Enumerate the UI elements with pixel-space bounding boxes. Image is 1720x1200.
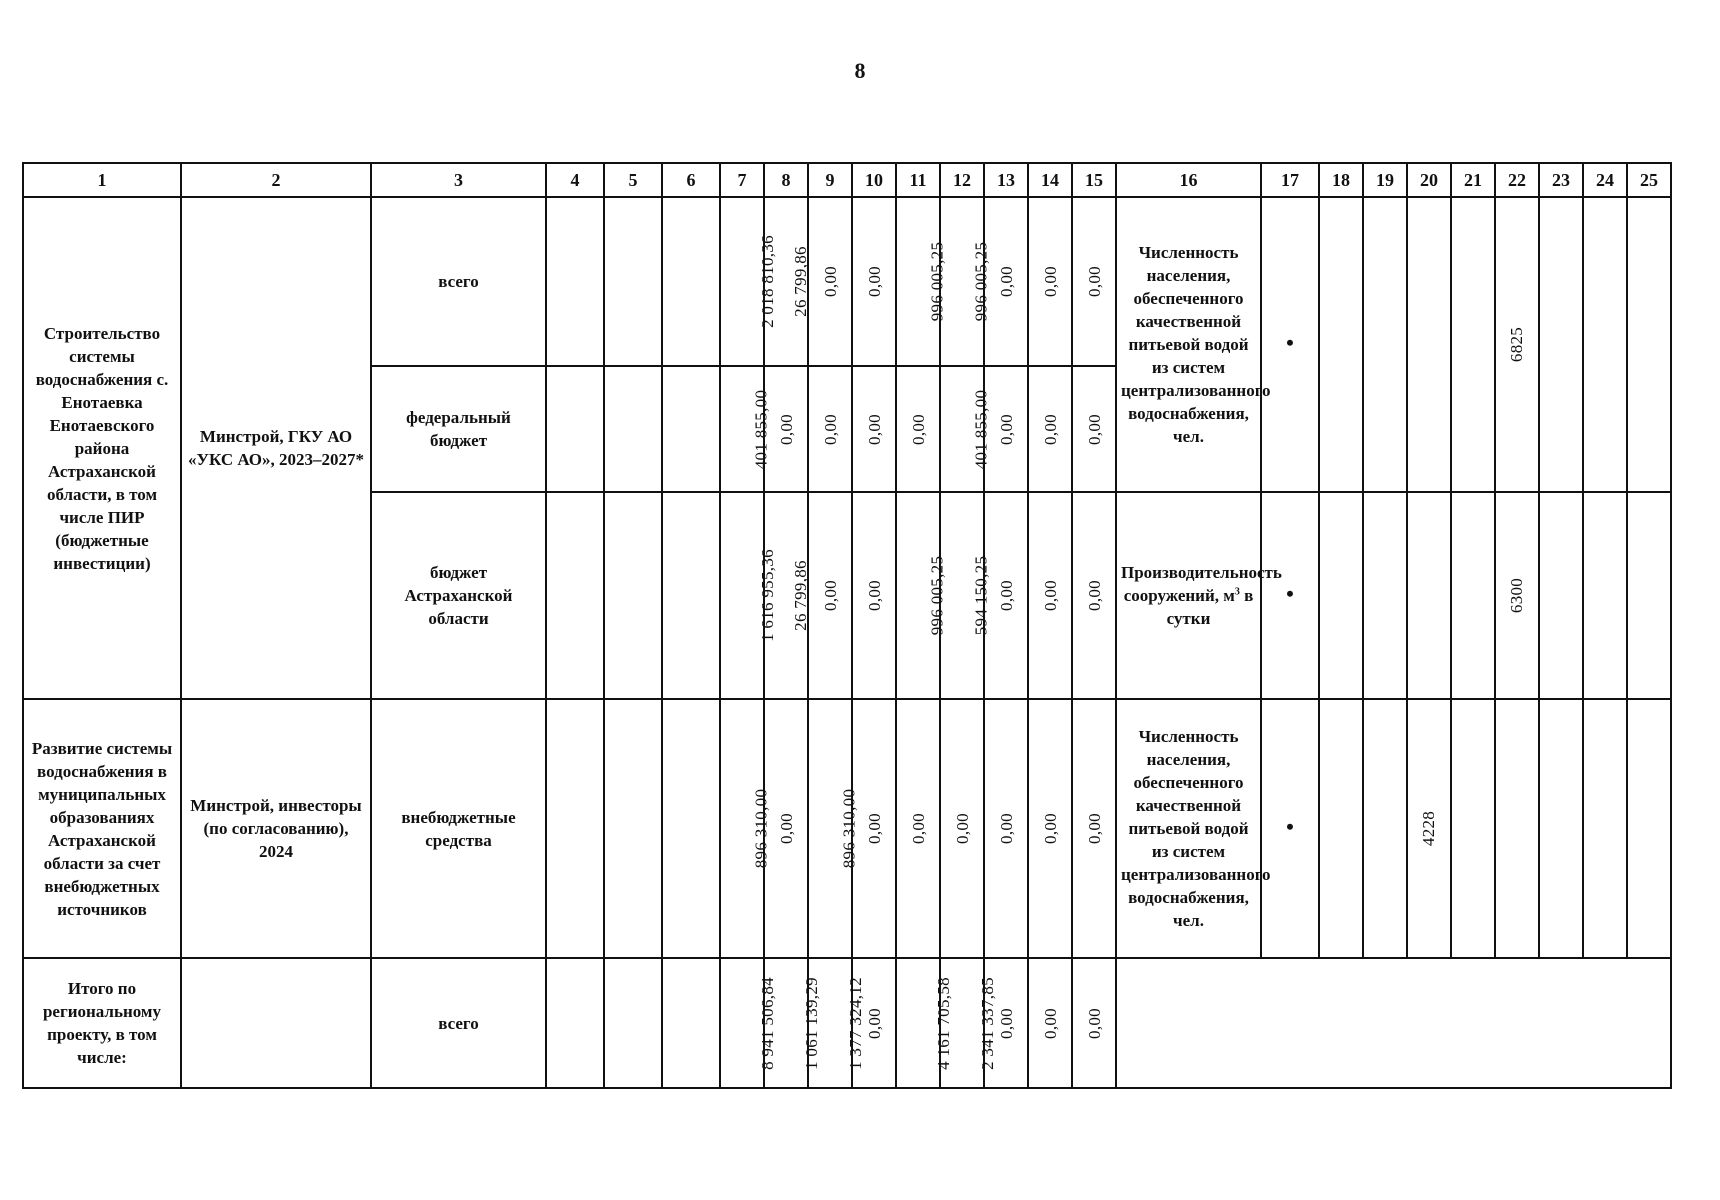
value-cell: 0,00 (1028, 197, 1072, 366)
indicator-superscript: 3 (1234, 586, 1240, 598)
empty-cell (1319, 197, 1363, 492)
empty-cell (1451, 492, 1495, 699)
value-cell: 0,00 (1072, 197, 1116, 366)
col-header: 2 (181, 163, 371, 197)
empty-cell (1627, 197, 1671, 492)
indicator-text-tail: в сутки (1166, 586, 1254, 628)
value-cell: 996 005,25 (940, 197, 984, 366)
value-cell: 0,00 (1028, 366, 1072, 492)
empty-cell (1451, 197, 1495, 492)
value-cell: 8 941 506,84 (720, 958, 764, 1088)
empty-cell (546, 958, 604, 1088)
value-cell: 26 799,86 (764, 492, 808, 699)
indicator-text: Производительность сооружений, м (1121, 563, 1282, 605)
value-cell: 996 005,25 (896, 492, 940, 699)
col-header: 17 (1261, 163, 1319, 197)
empty-cell (662, 699, 720, 958)
value-cell: 0,00 (764, 366, 808, 492)
value-cell: 1 061 139,29 (764, 958, 808, 1088)
empty-cell (181, 958, 371, 1088)
col-header: 15 (1072, 163, 1116, 197)
indicator-value-cell: 4228 (1407, 699, 1451, 958)
col-header: 16 (1116, 163, 1261, 197)
value-cell: 0,00 (852, 366, 896, 492)
empty-cell (1319, 699, 1363, 958)
value-cell: 896 310,00 (808, 699, 852, 958)
marker-cell: • (1261, 197, 1319, 492)
value-cell: 4 161 705,58 (896, 958, 940, 1088)
empty-cell (604, 197, 662, 366)
value-cell: 2 341 337,85 (940, 958, 984, 1088)
value-cell: 0,00 (808, 197, 852, 366)
value-cell: 0,00 (896, 366, 940, 492)
col-header: 24 (1583, 163, 1627, 197)
funding-source-cell: бюджет Астраханской области (371, 492, 546, 699)
col-header: 3 (371, 163, 546, 197)
column-number-header-row (23, 163, 1671, 197)
empty-cell (546, 197, 604, 366)
value-cell: 0,00 (984, 958, 1028, 1088)
indicator-cell: Численность населения, обеспеченного качественной питьевой водой из систем централизованного водоснабжения, чел. (1116, 197, 1261, 492)
value-cell: 1 377 324,12 (808, 958, 852, 1088)
empty-cell (546, 699, 604, 958)
empty-cell (546, 366, 604, 492)
funding-source-cell: федеральный бюджет (371, 366, 546, 492)
empty-cell (1363, 699, 1407, 958)
value-cell: 0,00 (1028, 699, 1072, 958)
empty-cell (1319, 492, 1363, 699)
value-cell: 0,00 (984, 197, 1028, 366)
responsible-cell: Минстрой, инвесторы (по согласованию), 2024 (181, 699, 371, 958)
col-header: 14 (1028, 163, 1072, 197)
empty-cell (662, 958, 720, 1088)
empty-cell (662, 492, 720, 699)
empty-cell (604, 492, 662, 699)
empty-cell (1451, 699, 1495, 958)
funding-source-cell: внебюджетные средства (371, 699, 546, 958)
page-number: 8 (854, 58, 866, 83)
col-header: 13 (984, 163, 1028, 197)
value-cell: 0,00 (984, 492, 1028, 699)
value-cell: 0,00 (1028, 492, 1072, 699)
empty-cell (1583, 197, 1627, 492)
value-cell: 594 150,25 (940, 492, 984, 699)
value-cell: 0,00 (764, 699, 808, 958)
col-header: 12 (940, 163, 984, 197)
marker-cell: • (1261, 492, 1319, 699)
table-row-total (23, 958, 1671, 1088)
empty-cell (1583, 492, 1627, 699)
empty-cell (1363, 197, 1407, 492)
col-header: 10 (852, 163, 896, 197)
value-cell: 0,00 (808, 366, 852, 492)
value-cell: 0,00 (984, 366, 1028, 492)
marker-cell: • (1261, 699, 1319, 958)
col-header: 22 (1495, 163, 1539, 197)
col-header: 23 (1539, 163, 1583, 197)
table-row (23, 699, 1671, 958)
empty-cell (1407, 197, 1451, 492)
event-name-cell: Развитие системы водоснабжения в муниципальных образованиях Астраханской области за счет внебюджетных источников (23, 699, 181, 958)
col-header: 4 (546, 163, 604, 197)
col-header: 25 (1627, 163, 1671, 197)
col-header: 18 (1319, 163, 1363, 197)
value-cell: 26 799,86 (764, 197, 808, 366)
col-header: 8 (764, 163, 808, 197)
indicator-value-cell: 6300 (1495, 492, 1539, 699)
value-cell: 0,00 (1072, 492, 1116, 699)
value-cell: 0,00 (808, 492, 852, 699)
table-row (23, 197, 1671, 366)
value-cell: 0,00 (1028, 958, 1072, 1088)
col-header: 5 (604, 163, 662, 197)
value-cell: 0,00 (852, 958, 896, 1088)
empty-cell (1627, 492, 1671, 699)
col-header: 6 (662, 163, 720, 197)
empty-cell (1539, 492, 1583, 699)
indicator-value-cell: 6825 (1495, 197, 1539, 492)
col-header: 19 (1363, 163, 1407, 197)
col-header: 9 (808, 163, 852, 197)
empty-cell (604, 366, 662, 492)
value-cell: 0,00 (852, 492, 896, 699)
event-name-cell: Строительство системы водоснабжения с. Енотаевка Енотаевского района Астраханской области, в том числе ПИР (бюджетные инвестиции) (23, 197, 181, 699)
col-header: 21 (1451, 163, 1495, 197)
responsible-cell: Минстрой, ГКУ АО «УКС АО», 2023–2027* (181, 197, 371, 699)
value-cell: 1 616 955,36 (720, 492, 764, 699)
value-cell: 2 018 810,36 (720, 197, 764, 366)
empty-cell (1495, 699, 1539, 958)
value-cell: 0,00 (896, 699, 940, 958)
value-cell: 401 855,00 (720, 366, 764, 492)
value-cell: 896 310,00 (720, 699, 764, 958)
col-header: 20 (1407, 163, 1451, 197)
col-header: 7 (720, 163, 764, 197)
value-cell: 0,00 (852, 197, 896, 366)
empty-cell (1539, 699, 1583, 958)
indicator-cell: Численность населения, обеспеченного качественной питьевой водой из систем централизованного водоснабжения, чел. (1116, 699, 1261, 958)
empty-cell (546, 492, 604, 699)
value-cell: 996 005,25 (896, 197, 940, 366)
value-cell: 0,00 (852, 699, 896, 958)
merged-empty-cell (1116, 958, 1671, 1088)
value-cell: 401 855,00 (940, 366, 984, 492)
empty-cell (604, 699, 662, 958)
funding-source-cell: всего (371, 958, 546, 1088)
value-cell: 0,00 (1072, 958, 1116, 1088)
value-cell: 0,00 (984, 699, 1028, 958)
empty-cell (662, 366, 720, 492)
empty-cell (1363, 492, 1407, 699)
regional-project-table (22, 162, 1672, 1089)
empty-cell (1583, 699, 1627, 958)
funding-source-cell: всего (371, 197, 546, 366)
indicator-cell (1116, 492, 1282, 699)
col-header: 1 (23, 163, 181, 197)
empty-cell (1539, 197, 1583, 492)
empty-cell (1627, 699, 1671, 958)
empty-cell (1407, 492, 1451, 699)
event-name-cell: Итого по региональному проекту, в том числе: (23, 958, 181, 1088)
value-cell: 0,00 (1072, 366, 1116, 492)
empty-cell (662, 197, 720, 366)
value-cell: 0,00 (1072, 699, 1116, 958)
value-cell: 0,00 (940, 699, 984, 958)
empty-cell (604, 958, 662, 1088)
col-header: 11 (896, 163, 940, 197)
